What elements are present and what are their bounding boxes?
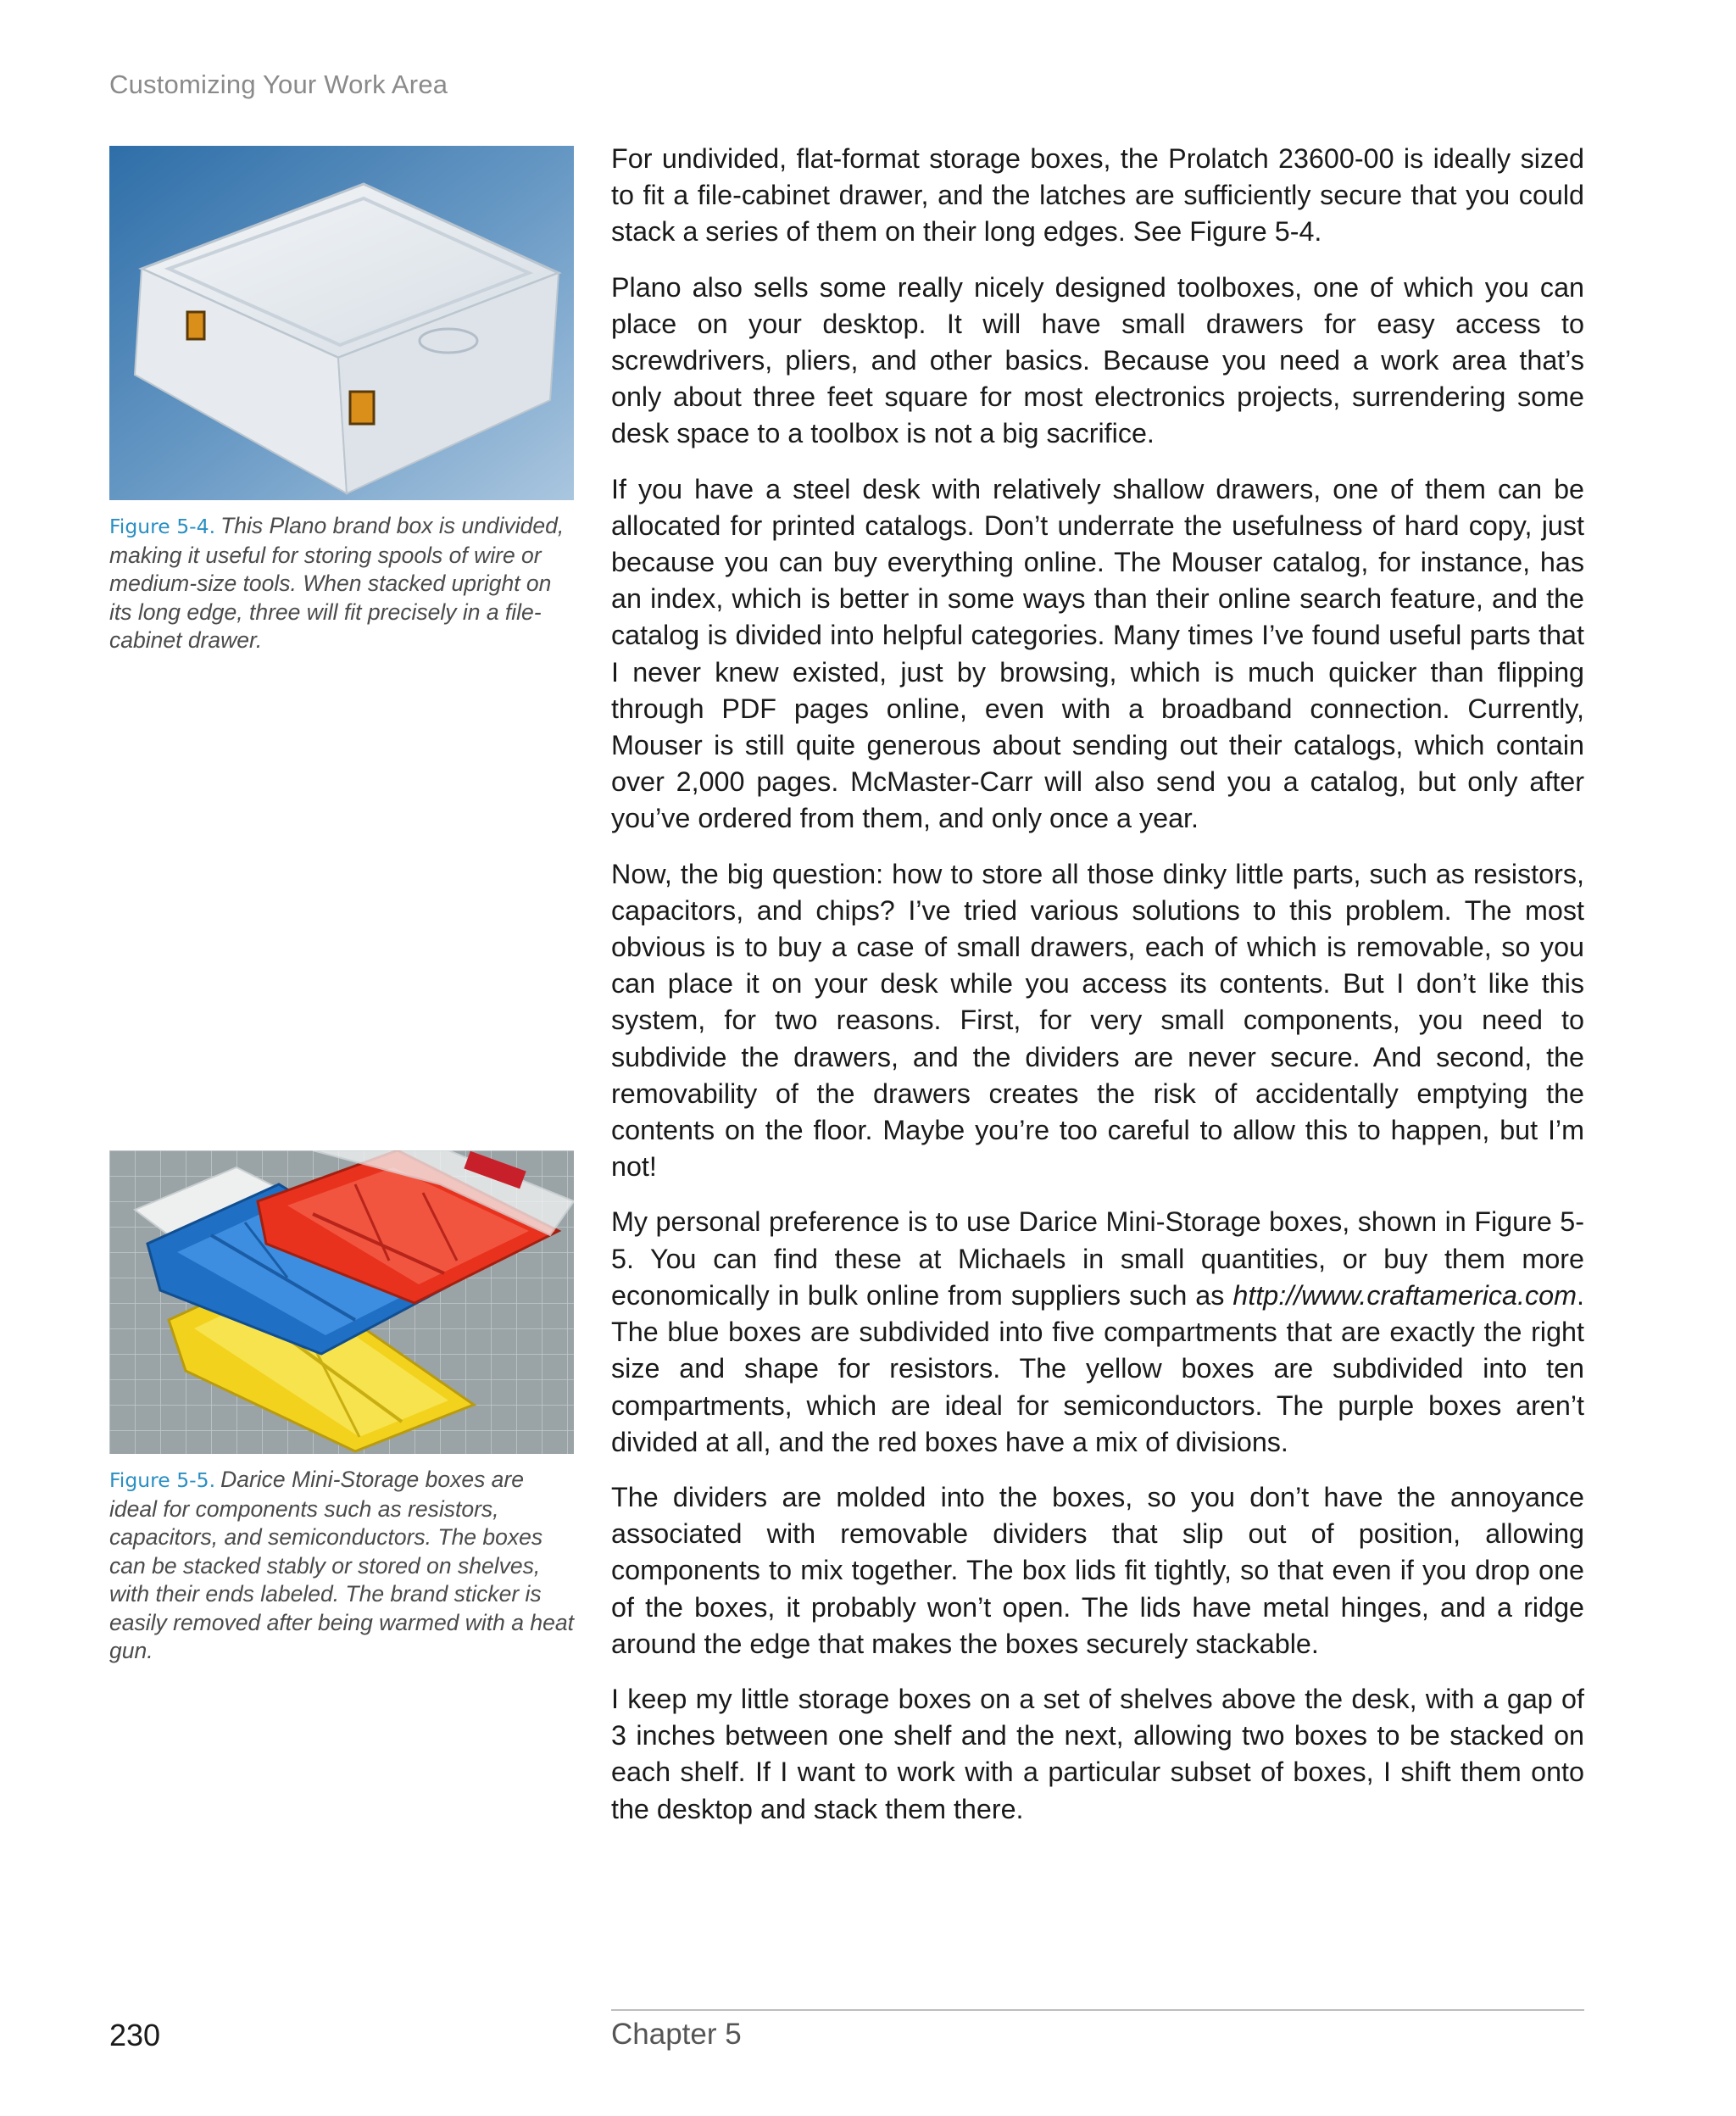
paragraph-5-start: My personal preference is to use Darice Mini-Storage boxes, shown in Figure 5-5. You can find these at Michaels in small quantities, or buy them more economically in bulk online from suppliers such as	[611, 1206, 1584, 1311]
figure-5-5-caption-text: Darice Mini-Storage boxes are ideal for components such as resistors, capacitors, and semiconductors. The boxes can be stacked stably or stored on shelves, with their ends labeled. The brand sticker is easily removed after being warmed with a heat gun.	[109, 1467, 574, 1663]
darice-boxes-photo	[109, 1150, 574, 1454]
paragraph-2: Plano also sells some really nicely designed toolboxes, one of which you can place on your desktop. It will have small drawers for easy access to screwdrivers, pliers, and other basics. Because you need a work area that’s only about three feet square for most electronics projects, surrendering some desk space to a toolbox is not a big sacrifice.	[611, 271, 1584, 449]
paragraph-7: I keep my little storage boxes on a set of shelves above the desk, with a gap of 3 inches between one shelf and the next, allowing two boxes to be stacked on each shelf. If I want to work with a particular subset of boxes, I shift them onto the desktop and stack them there.	[611, 1683, 1584, 1824]
running-head: Customizing Your Work Area	[109, 70, 448, 99]
craftamerica-link[interactable]: http://www.craftamerica.com	[1232, 1279, 1577, 1311]
figure-5-5-caption	[109, 1466, 574, 1666]
figure-5-4-caption-text: This Plano brand box is undivided, making it useful for storing spools of wire or medium-size tools. When stacked upright on its long edge, three will fit precisely in a file-cabinet drawer.	[109, 513, 565, 653]
chapter-label: Chapter 5	[611, 2018, 742, 2051]
figure-5-5	[109, 1150, 574, 1666]
paragraph-5	[611, 1204, 1584, 1460]
body-text	[611, 141, 1584, 1846]
figure-5-4	[109, 146, 574, 655]
figure-5-5-label: Figure 5-5.	[109, 1468, 216, 1492]
page-number: 230	[109, 2018, 161, 2052]
figure-5-4-label: Figure 5-4.	[109, 515, 216, 538]
plano-box-photo	[109, 146, 574, 500]
paragraph-6: The dividers are molded into the boxes, so you don’t have the annoyance associated with removable dividers that slip out of position, allowing components to mix together. The box lids fit tightly, so that even if you drop one of the boxes, it probably won’t open. The lids have metal hinges, and a ridge around the edge that makes the boxes securely stackable.	[611, 1481, 1584, 1659]
paragraph-1: For undivided, flat-format storage boxes, the Prolatch 23600-00 is ideally sized to fit a file-cabinet drawer, and the latches are sufficiently secure that you could stack a series of them on their long edges. See Figure 5-4.	[611, 143, 1584, 248]
paragraph-3: If you have a steel desk with relatively shallow drawers, one of them can be allocated for printed catalogs. Don’t underrate the usefulness of hard copy, just because you can buy everything online. The Mouser catalog, for instance, has an index, which is better in some ways than their online search feature, and the catalog is divided into helpful categories. Many times I’ve found useful parts that I never knew existed, just by browsing, which is much quicker than flipping through PDF pages online, even with a broadband connection. Currently, Mouser is still quite generous about sending out their catalogs, which contain over 2,000 pages. McMaster-Carr will also send you a catalog, but only after you’ve ordered from them, and only once a year.	[611, 473, 1584, 834]
paragraph-4: Now, the big question: how to store all those dinky little parts, such as resistors, capacitors, and chips? I’ve tried various solutions to this problem. The most obvious is to buy a case of small drawers, each of which is removable, so you can place it on your desk while you access its contents. But I don’t like this system, for two reasons. First, for very small components, you need to subdivide the drawers, and the dividers are never secure. And second, the removability of the drawers creates the risk of accidentally emptying the contents on the floor. Maybe you’re too careful to allow this to happen, but I’m not!	[611, 858, 1584, 1183]
footer-divider	[611, 2009, 1584, 2011]
figure-5-4-caption	[109, 512, 574, 655]
paragraph-5-end: . The blue boxes are subdivided into five compartments that are exactly the right size and shape for resistors. The yellow boxes are subdivided into ten compartments, which are ideal for semiconductors. The purple boxes aren’t divided at all, and the red boxes have a mix of divisions.	[611, 1279, 1584, 1457]
